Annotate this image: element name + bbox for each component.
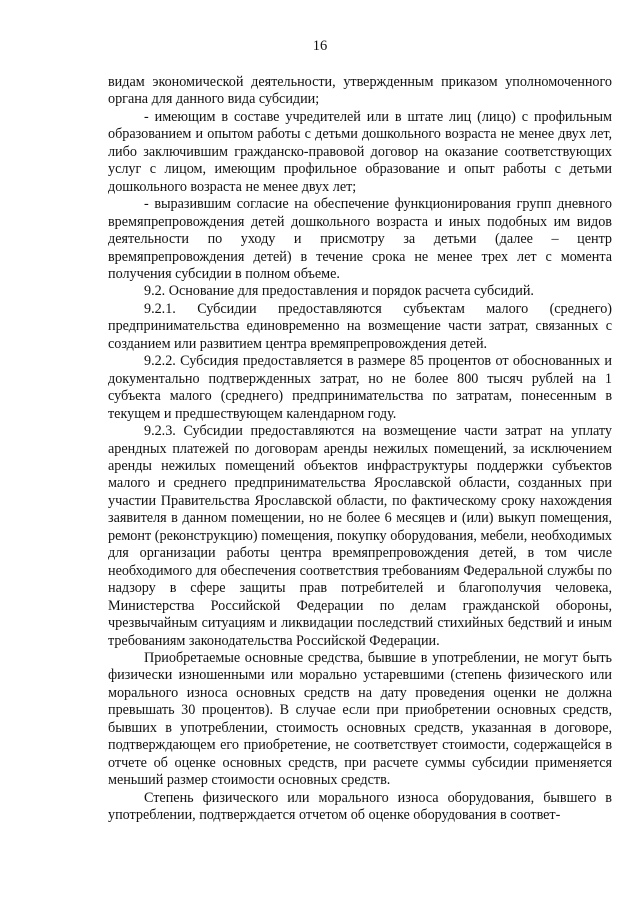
page-number: 16 — [312, 38, 328, 54]
document-body — [108, 74, 612, 824]
paragraph-section-9-2-2: 9.2.2. Субсидия предоставляется в размере 85 процентов от обоснованных и документально подтвержденных затрат, но не более 800 тысяч рублей на 1 субъекта малого (среднего) предпринимательства по затратам, понесенным в текущем и предшествующем календарном году. — [108, 353, 612, 422]
paragraph-section-9-2-3: 9.2.3. Субсидии предоставляются на возмещение части затрат на уплату арендных платежей по договорам аренды нежилых помещений, за исключением аренды нежилых помещений объектов инфраструктуры поддержки субъектов малого и среднего предпринимательства Ярославской области, созданных при участии Правительства Ярославской области, по фактическому сроку нахождения заявителя в данном помещении, но не более 6 месяцев и (или) выкуп помещения, ремонт (реконструкцию) помещения, покупку оборудования, мебели, необходимых для организации работы центра времяпрепровождения детей, в том числе необходимого для обеспечения соответствия требованиям Федеральной службы по надзору в сфере защиты прав потребителей и благополучия человека, Министерства Российской Федерации по делам гражданской обороны, чрезвычайным ситуациям и ликвидации последствий стихийных бедствий и иным требованиям законодательства Российской Федерации. — [108, 423, 612, 649]
paragraph-used-assets: Приобретаемые основные средства, бывшие в употреблении, не могут быть физически изношенными или морально устаревшими (степень физического или морального износа основных средств на дату проведения оценки не должна превышать 30 процентов). В случае если при приобретении основных средств, бывших в употреблении, стоимость основных средств, указанная в договоре, подтверждающем его приобретение, не соответствует стоимости, содержащейся в отчете об оценке основных средств, при расчете суммы субсидии применяется меньший размер стоимости основных средств. — [108, 649, 612, 789]
paragraph-wear-degree: Степень физического или морального износа оборудования, бывшего в употреблении, подтверждается отчетом об оценке оборудования в соответ- — [108, 789, 612, 824]
paragraph-section-9-2-1: 9.2.1. Субсидии предоставляются субъектам малого (среднего) предпринимательства единовременно на возмещение части затрат, связанных с созданием или развитием центра времяпрепровождения детей. — [108, 300, 612, 352]
paragraph-requirement-consent: - выразившим согласие на обеспечение функционирования групп дневного времяпрепровождения детей дошкольного возраста и иных подобных им видов деятельности по уходу и присмотру за детьми (далее – центр времяпрепровождения детей) в течение срока не менее трех лет с момента получения субсидии в полном объеме. — [108, 196, 612, 282]
paragraph-requirement-staff: - имеющим в составе учредителей или в штате лиц (лицо) с профильным образованием и опытом работы с детьми дошкольного возраста не менее двух лет, либо заключившим гражданско-правовой договор на оказание соответствующих услуг с лицом, имеющим профильное образование и опыт работы с детьми дошкольного возраста не менее двух лет; — [108, 108, 612, 195]
paragraph-section-9-2: 9.2. Основание для предоставления и порядок расчета субсидий. — [144, 283, 534, 300]
paragraph-continuation: видам экономической деятельности, утвержденным приказом уполномоченного органа для данного вида субсидии; — [108, 74, 612, 108]
